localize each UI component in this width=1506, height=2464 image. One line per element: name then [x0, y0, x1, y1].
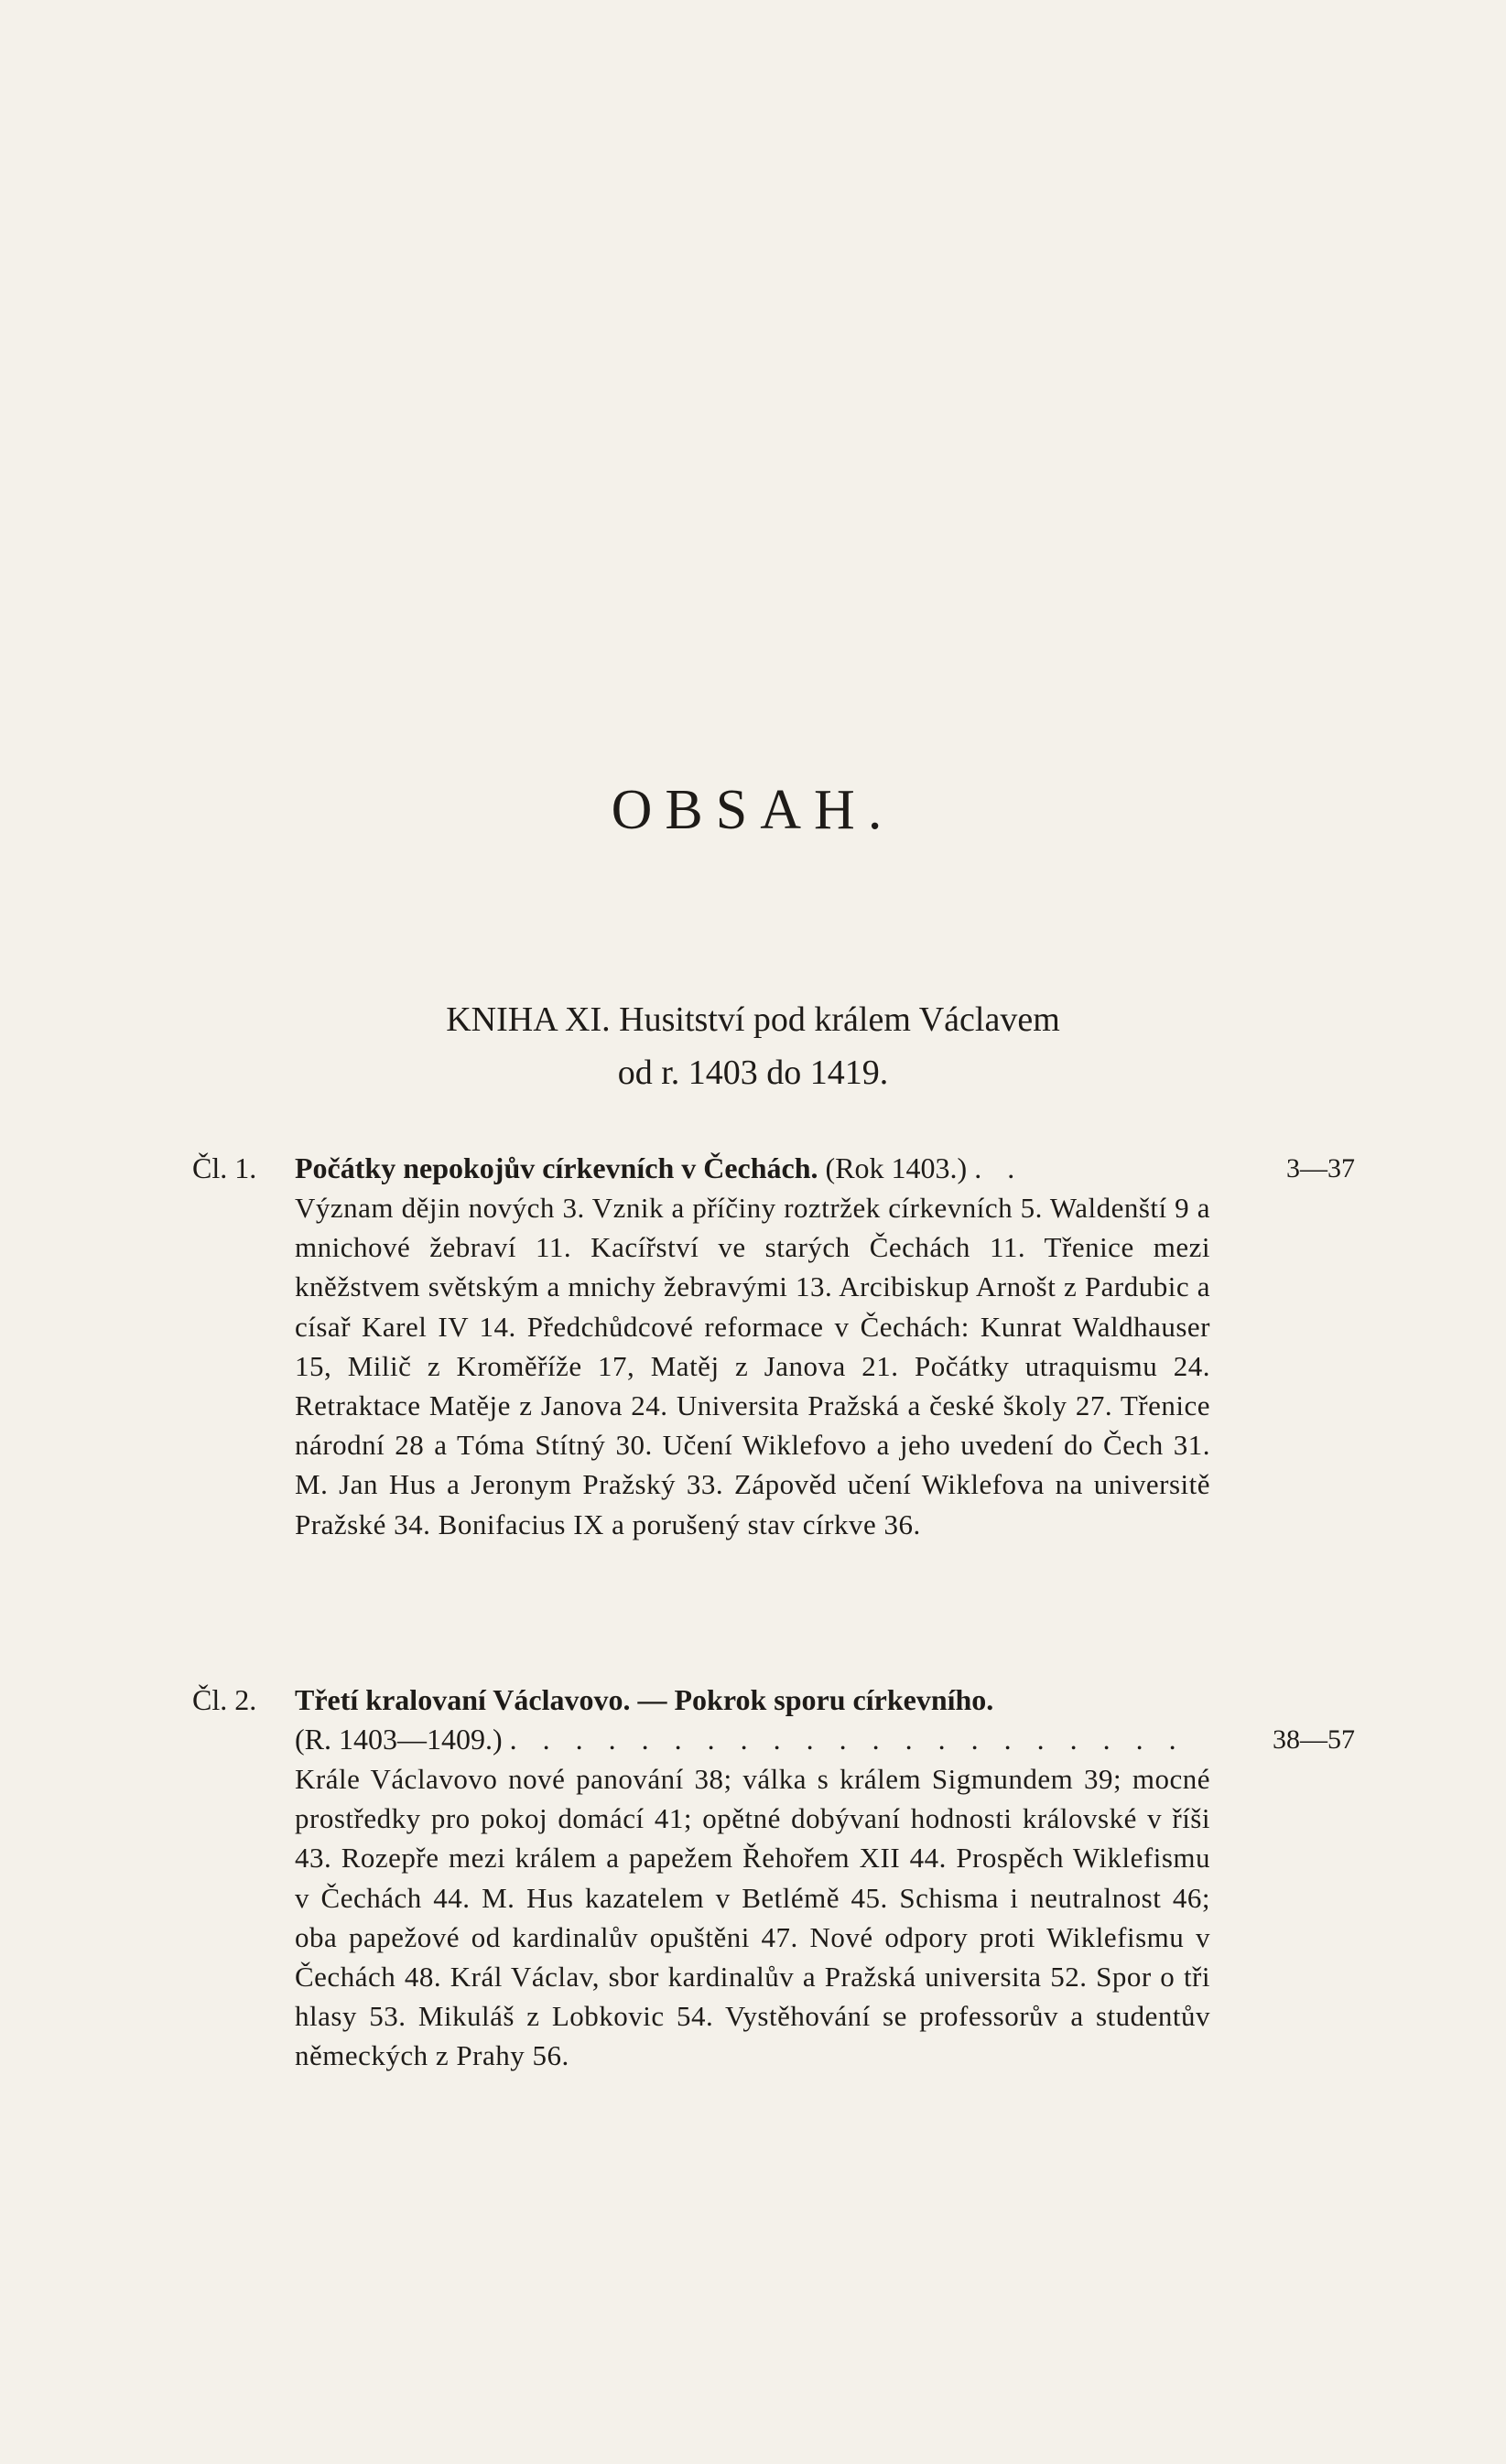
chapter-heading-row: [192, 1680, 1355, 1720]
chapter-heading-continued: [295, 1720, 1229, 1759]
chapter-entry-1: [192, 1149, 1355, 1544]
page-title: OBSAH.: [611, 779, 895, 841]
chapter-page-range: 38—57: [1273, 1724, 1355, 1755]
chapter-heading-bold: Třetí kralovaní Václavovo. — Pokrok sporu církevního.: [295, 1683, 994, 1716]
chapter-heading-bold: Počátky nepokojův církevních v Čechách.: [295, 1151, 818, 1184]
chapter-entry-2: [192, 1680, 1355, 2076]
chapter-heading: [295, 1149, 1229, 1188]
dot-leader: . . . . . . . . . . . . . . . . . . . . .: [509, 1723, 1186, 1756]
dot-leader: . .: [974, 1151, 1024, 1184]
chapter-heading-row-2: [192, 1720, 1355, 1759]
book-heading-line-2: od r. 1403 do 1419.: [617, 1054, 889, 1092]
book-heading-line-1: KNIHA XI. Husitství pod králem Václavem: [446, 1000, 1060, 1039]
chapter-page-range: 3—37: [1286, 1153, 1355, 1183]
chapter-summary: Krále Václavovo nové panování 38; válka s králem Sigmundem 39; mocné prostředky pro pokoj domácí 41; opětné dobývaní hodnosti královské v říši 43. Rozepře mezi králem a papežem Řehořem XII 44. Prospěch Wiklefismu v Čechách 44. M. Hus kazatelem v Betlémě 45. Schisma i neutralnost 46; oba papežové od kardinalův opuštěni 47. Nové odpory proti Wiklefismu v Čechách 48. Král Václav, sbor kardinalův a Pražská universita 52. Spor o tři hlasy 53. Mikuláš z Lobkovic 54. Vystěhování se professorův a studentův německých z Prahy 56.: [295, 1763, 1210, 2072]
chapter-heading-row: [192, 1149, 1355, 1188]
chapter-heading-years: (R. 1403—1409.): [295, 1723, 503, 1756]
chapter-heading-years: (Rok 1403.): [825, 1151, 968, 1184]
chapter-number: Čl. 1.: [192, 1151, 257, 1184]
book-heading: [0, 993, 1506, 1099]
chapter-heading: [295, 1680, 1229, 1720]
chapter-summary: Význam dějin nových 3. Vznik a příčiny roztržek církevních 5. Waldenští 9 a mnichové žebraví 11. Kacířství ve starých Čechách 11. Třenice mezi kněžstvem světským a mnichy žebravými 13. Arcibiskup Arnošt z Pardubic a císař Karel IV 14. Předchůdcové reformace v Čechách: Kunrat Waldhauser 15, Milič z Kroměříže 17, Matěj z Janova 21. Počátky utraquismu 24. Retraktace Matěje z Janova 24. Universita Pražská a české školy 27. Třenice národní 28 a Tóma Stítný 30. Učení Wiklefovo a jeho uvedení do Čech 31. M. Jan Hus a Jeronym Pražský 33. Zápověd učení Wiklefova na universitě Pražské 34. Bonifacius IX a porušený stav církve 36.: [295, 1192, 1210, 1540]
chapter-number: Čl. 2.: [192, 1683, 257, 1716]
